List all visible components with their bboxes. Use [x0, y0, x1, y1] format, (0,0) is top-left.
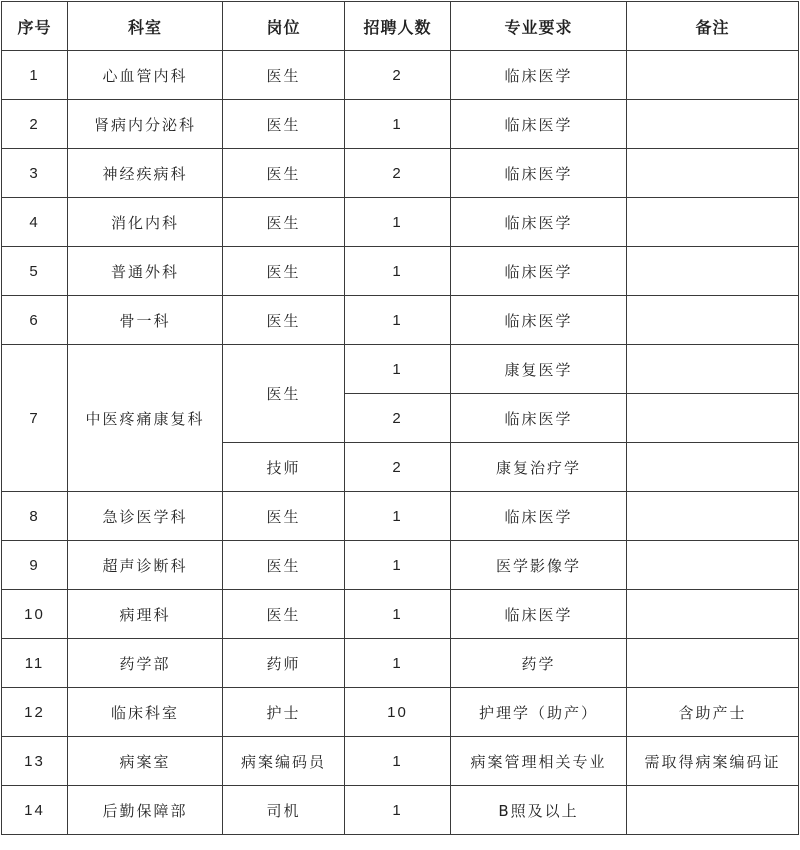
- cell-seq: 7: [2, 345, 68, 492]
- cell-count: 1: [345, 100, 451, 149]
- cell-note: [627, 443, 799, 492]
- cell-seq: 14: [2, 786, 68, 835]
- cell-seq: 13: [2, 737, 68, 786]
- cell-seq: 6: [2, 296, 68, 345]
- cell-post: 医生: [223, 492, 345, 541]
- header-row: [2, 2, 799, 51]
- cell-major: 临床医学: [451, 51, 627, 100]
- cell-dept: 急诊医学科: [68, 492, 223, 541]
- cell-dept: 骨一科: [68, 296, 223, 345]
- cell-seq: 9: [2, 541, 68, 590]
- cell-dept: 神经疾病科: [68, 149, 223, 198]
- cell-major: 临床医学: [451, 100, 627, 149]
- cell-dept: 病理科: [68, 590, 223, 639]
- cell-note: [627, 247, 799, 296]
- cell-count: 1: [345, 345, 451, 394]
- cell-post: 医生: [223, 100, 345, 149]
- cell-seq: 5: [2, 247, 68, 296]
- cell-count: 1: [345, 786, 451, 835]
- cell-count: 2: [345, 443, 451, 492]
- table-row: [2, 541, 799, 590]
- cell-count: 1: [345, 247, 451, 296]
- table-row: [2, 198, 799, 247]
- table-row: [2, 786, 799, 835]
- cell-major: 康复治疗学: [451, 443, 627, 492]
- cell-post: 医生: [223, 296, 345, 345]
- cell-post: 医生: [223, 345, 345, 443]
- cell-note: [627, 639, 799, 688]
- cell-seq: 1: [2, 51, 68, 100]
- cell-major: 临床医学: [451, 296, 627, 345]
- header-seq: 序号: [2, 2, 68, 51]
- table-row: [2, 688, 799, 737]
- table-row: [2, 345, 799, 394]
- recruitment-table: [1, 1, 799, 835]
- cell-dept: 普通外科: [68, 247, 223, 296]
- cell-count: 10: [345, 688, 451, 737]
- table-row: [2, 247, 799, 296]
- cell-count: 1: [345, 296, 451, 345]
- cell-count: 2: [345, 51, 451, 100]
- cell-major: 病案管理相关专业: [451, 737, 627, 786]
- cell-note: 需取得病案编码证: [627, 737, 799, 786]
- cell-count: 1: [345, 198, 451, 247]
- cell-major: 临床医学: [451, 198, 627, 247]
- cell-dept: 病案室: [68, 737, 223, 786]
- table-row: [2, 590, 799, 639]
- cell-note: [627, 590, 799, 639]
- cell-note: [627, 51, 799, 100]
- cell-major: 临床医学: [451, 492, 627, 541]
- cell-count: 1: [345, 590, 451, 639]
- cell-note: [627, 541, 799, 590]
- cell-note: 含助产士: [627, 688, 799, 737]
- cell-dept: 中医疼痛康复科: [68, 345, 223, 492]
- table-row: [2, 100, 799, 149]
- cell-note: [627, 394, 799, 443]
- cell-post: 司机: [223, 786, 345, 835]
- cell-major: 药学: [451, 639, 627, 688]
- cell-note: [627, 100, 799, 149]
- cell-seq: 3: [2, 149, 68, 198]
- cell-seq: 11: [2, 639, 68, 688]
- cell-major: 康复医学: [451, 345, 627, 394]
- cell-post: 医生: [223, 590, 345, 639]
- cell-post: 医生: [223, 149, 345, 198]
- table-row: [2, 149, 799, 198]
- header-count: 招聘人数: [345, 2, 451, 51]
- cell-dept: 心血管内科: [68, 51, 223, 100]
- cell-post: 病案编码员: [223, 737, 345, 786]
- header-post: 岗位: [223, 2, 345, 51]
- cell-note: [627, 492, 799, 541]
- cell-major: 护理学（助产）: [451, 688, 627, 737]
- cell-count: 2: [345, 149, 451, 198]
- cell-post: 技师: [223, 443, 345, 492]
- table-row: [2, 492, 799, 541]
- header-major: 专业要求: [451, 2, 627, 51]
- table-row: [2, 639, 799, 688]
- cell-post: 医生: [223, 198, 345, 247]
- cell-major: 临床医学: [451, 149, 627, 198]
- header-dept: 科室: [68, 2, 223, 51]
- cell-dept: 药学部: [68, 639, 223, 688]
- cell-note: [627, 296, 799, 345]
- cell-seq: 8: [2, 492, 68, 541]
- cell-dept: 超声诊断科: [68, 541, 223, 590]
- cell-seq: 2: [2, 100, 68, 149]
- cell-note: [627, 149, 799, 198]
- cell-count: 1: [345, 737, 451, 786]
- cell-major: 临床医学: [451, 394, 627, 443]
- cell-note: [627, 345, 799, 394]
- cell-note: [627, 198, 799, 247]
- cell-seq: 12: [2, 688, 68, 737]
- cell-count: 1: [345, 492, 451, 541]
- table-row: [2, 737, 799, 786]
- cell-dept: 消化内科: [68, 198, 223, 247]
- cell-count: 2: [345, 394, 451, 443]
- cell-major: 临床医学: [451, 590, 627, 639]
- cell-count: 1: [345, 639, 451, 688]
- cell-dept: 肾病内分泌科: [68, 100, 223, 149]
- table-row: [2, 296, 799, 345]
- cell-count: 1: [345, 541, 451, 590]
- cell-major: B照及以上: [451, 786, 627, 835]
- cell-post: 药师: [223, 639, 345, 688]
- cell-post: 医生: [223, 247, 345, 296]
- cell-dept: 临床科室: [68, 688, 223, 737]
- cell-seq: 10: [2, 590, 68, 639]
- cell-major: 医学影像学: [451, 541, 627, 590]
- cell-post: 医生: [223, 51, 345, 100]
- cell-seq: 4: [2, 198, 68, 247]
- header-note: 备注: [627, 2, 799, 51]
- cell-note: [627, 786, 799, 835]
- cell-post: 护士: [223, 688, 345, 737]
- cell-dept: 后勤保障部: [68, 786, 223, 835]
- table-row: [2, 51, 799, 100]
- cell-post: 医生: [223, 541, 345, 590]
- cell-major: 临床医学: [451, 247, 627, 296]
